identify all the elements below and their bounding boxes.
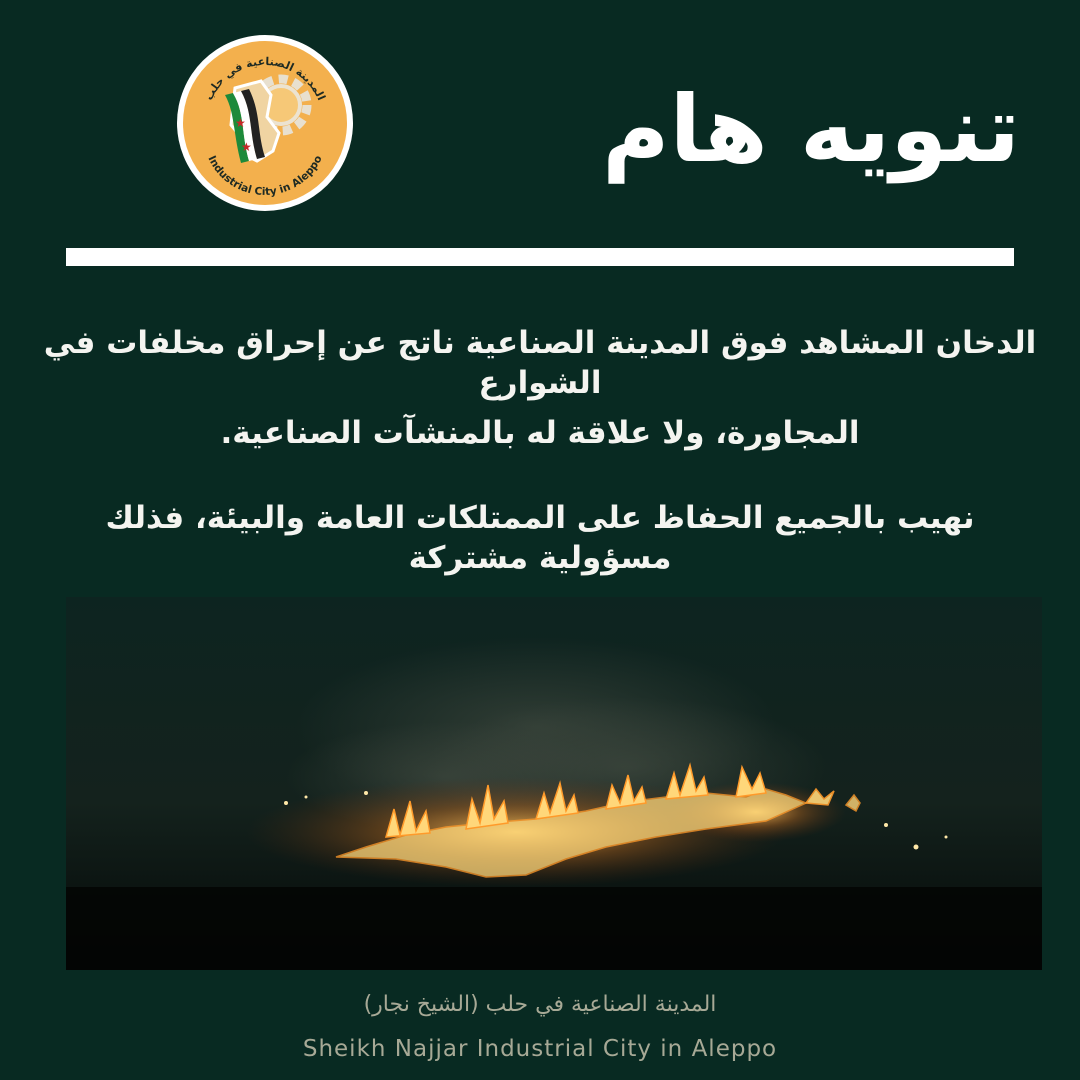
notice-line-2: المجاورة، ولا علاقة له بالمنشآت الصناعية. <box>220 415 860 451</box>
svg-text:المدينة الصناعية في حلب: المدينة الصناعية في حلب <box>202 54 328 103</box>
notice-line-3: نهيب بالجميع الحفاظ على الممتلكات العامة والبيئة، فذلك مسؤولية مشتركة <box>105 500 975 576</box>
divider <box>66 248 1014 266</box>
fire-photo <box>66 597 1042 970</box>
logo-emblem-icon <box>175 33 355 213</box>
svg-text:★: ★ <box>241 140 252 154</box>
page-title: تنويه هام <box>602 76 1020 183</box>
footer-arabic: المدينة الصناعية في حلب (الشيخ نجار) <box>363 992 717 1017</box>
footer-english: Sheikh Najjar Industrial City in Aleppo <box>302 1036 778 1062</box>
svg-text:★: ★ <box>235 116 246 130</box>
industrial-city-logo <box>175 33 355 213</box>
svg-text:Industrial City in Aleppo: Industrial City in Aleppo <box>205 153 325 199</box>
fire-illustration <box>66 597 1042 970</box>
notice-line-1: الدخان المشاهد فوق المدينة الصناعية ناتج عن إحراق مخلفات في الشوارع <box>43 325 1037 401</box>
